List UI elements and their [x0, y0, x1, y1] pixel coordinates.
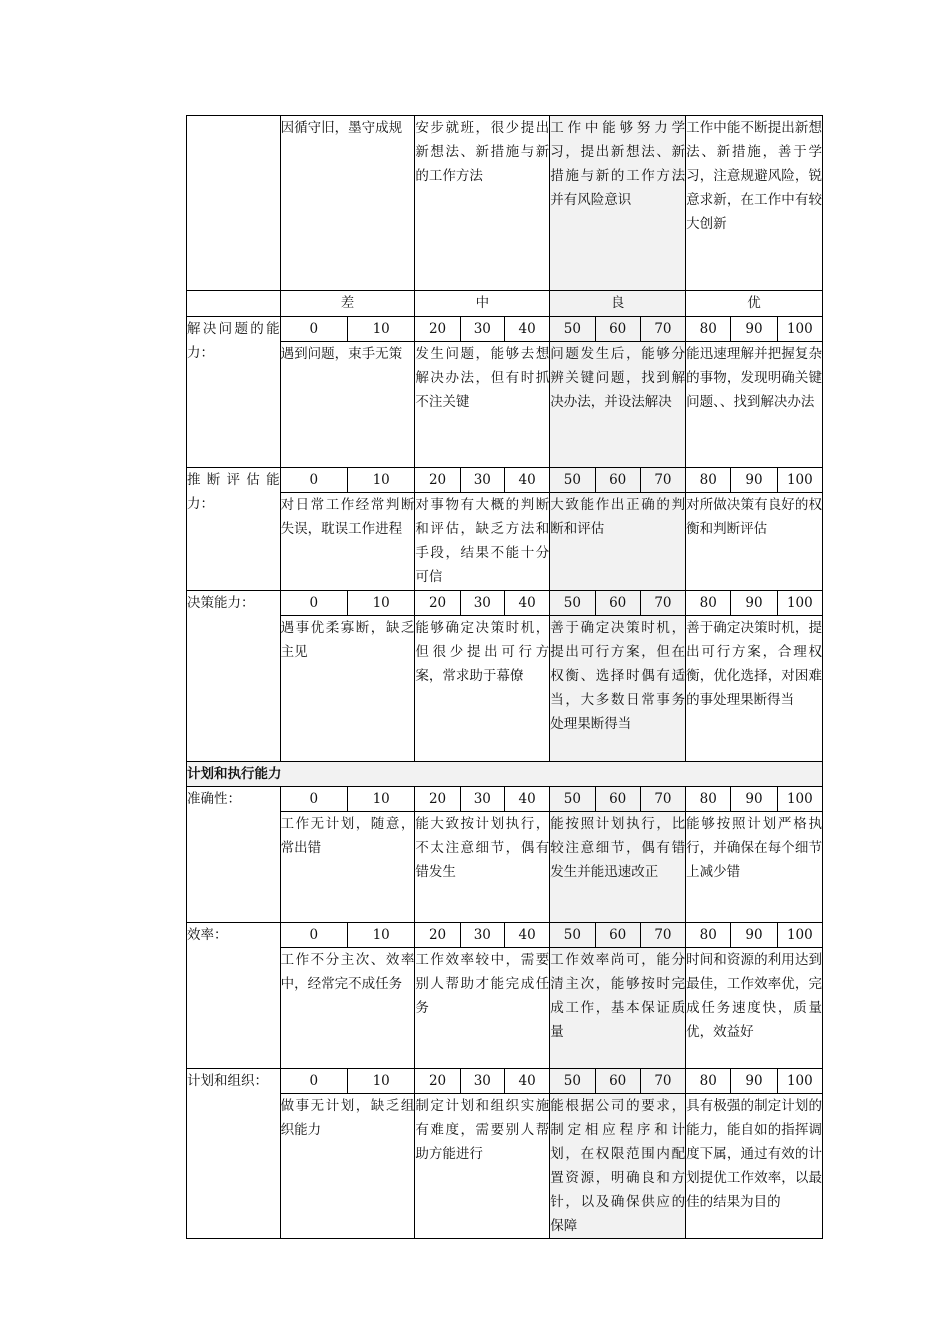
score-cell: 60 — [595, 787, 640, 812]
level-header-row — [187, 291, 823, 317]
score-cell: 0 — [280, 787, 347, 812]
row-label-efficiency: 效率： — [187, 923, 281, 1069]
description-row — [187, 948, 823, 1069]
description-row — [187, 616, 823, 762]
score-cell: 100 — [777, 591, 822, 616]
level-description-excellent: 善于确定决策时机，提出可行方案，合理权衡，优化选择，对困难的事处理果断得当 — [686, 616, 823, 762]
score-cell: 0 — [280, 591, 347, 616]
level-description-good: 能按照计划执行，比较注意细节，偶有错发生并能迅速改正 — [550, 812, 686, 923]
score-row — [187, 787, 823, 812]
score-cell: 0 — [280, 468, 347, 493]
score-cell: 10 — [347, 468, 414, 493]
score-cell: 70 — [640, 317, 685, 342]
score-cell: 10 — [347, 1069, 414, 1094]
score-cell: 30 — [460, 1069, 504, 1094]
score-cell: 80 — [686, 591, 731, 616]
score-cell: 30 — [460, 923, 504, 948]
score-cell: 30 — [460, 787, 504, 812]
level-excellent: 优 — [686, 291, 823, 317]
level-description-excellent: 工作中能不断提出新想法、新措施，善于学习，注意规避风险，锐意求新，在工作中有较大创新 — [686, 116, 823, 291]
row-label-accuracy: 准确性： — [187, 787, 281, 923]
level-description-fair: 能大致按计划执行，不太注意细节，偶有错发生 — [415, 812, 550, 923]
score-cell: 70 — [640, 1069, 685, 1094]
level-good: 良 — [550, 291, 686, 317]
level-description-poor: 因循守旧，墨守成规 — [280, 116, 415, 291]
score-cell: 30 — [460, 468, 504, 493]
score-cell: 40 — [504, 591, 549, 616]
score-cell: 0 — [280, 1069, 347, 1094]
level-description-excellent: 对所做决策有良好的权衡和判断评估 — [686, 493, 823, 591]
level-description-poor: 对日常工作经常判断失误，耽误工作进程 — [280, 493, 415, 591]
score-row — [187, 1069, 823, 1094]
level-description-excellent: 时间和资源的利用达到最佳，工作效率优，完成任务速度快，质量优，效益好 — [686, 948, 823, 1069]
score-cell: 60 — [595, 317, 640, 342]
score-cell: 0 — [280, 923, 347, 948]
description-row — [187, 342, 823, 468]
score-cell: 10 — [347, 591, 414, 616]
description-row — [187, 1094, 823, 1239]
score-cell: 40 — [504, 923, 549, 948]
score-cell: 90 — [731, 317, 777, 342]
evaluation-table — [186, 115, 823, 1239]
score-cell: 100 — [777, 317, 822, 342]
level-description-good: 善于确定决策时机，提出可行方案，但在权衡、选择时偶有适当，大多数日常事务处理果断得当 — [550, 616, 686, 762]
score-cell: 50 — [550, 317, 595, 342]
score-cell: 40 — [504, 468, 549, 493]
row-label-planning: 计划和组织： — [187, 1069, 281, 1239]
score-row — [187, 468, 823, 493]
score-cell: 40 — [504, 787, 549, 812]
level-description-poor: 做事无计划，缺乏组织能力 — [280, 1094, 415, 1239]
level-description-fair: 制定计划和组织实施有难度，需要别人帮助方能进行 — [415, 1094, 550, 1239]
score-cell: 10 — [347, 923, 414, 948]
level-description-good: 工作效率尚可，能分清主次，能够按时完成工作，基本保证质量 — [550, 948, 686, 1069]
row-label-problem-solving: 解决问题的能力： — [187, 317, 281, 468]
score-cell: 20 — [415, 923, 460, 948]
row-label-empty — [187, 116, 281, 291]
level-description-good: 能根据公司的要求，制定相应程序和计划，在权限范围内配置资源，明确良和方针，以及确保供应的保障 — [550, 1094, 686, 1239]
score-cell: 70 — [640, 468, 685, 493]
level-description-poor: 工作不分主次、效率中，经常完不成任务 — [280, 948, 415, 1069]
level-description-fair: 发生问题，能够去想解决办法，但有时抓不注关键 — [415, 342, 550, 468]
score-cell: 70 — [640, 591, 685, 616]
score-cell: 70 — [640, 923, 685, 948]
level-poor: 差 — [280, 291, 415, 317]
level-description-fair: 安步就班，很少提出新想法、新措施与新的工作方法 — [415, 116, 550, 291]
level-description-good: 工作中能够努力学习，提出新想法、新措施与新的工作方法并有风险意识 — [550, 116, 686, 291]
score-cell: 10 — [347, 317, 414, 342]
score-cell: 20 — [415, 591, 460, 616]
level-description-good: 大致能作出正确的判断和评估 — [550, 493, 686, 591]
score-cell: 100 — [777, 787, 822, 812]
level-description-poor: 遇到问题，束手无策 — [280, 342, 415, 468]
row-label-judgment: 推断评估能力： — [187, 468, 281, 591]
score-row — [187, 317, 823, 342]
level-header-empty — [187, 291, 281, 317]
score-cell: 60 — [595, 468, 640, 493]
score-cell: 100 — [777, 468, 822, 493]
score-cell: 0 — [280, 317, 347, 342]
level-description-good: 问题发生后，能够分辨关键问题，找到解决办法，并设法解决 — [550, 342, 686, 468]
table-row — [187, 116, 823, 291]
score-cell: 90 — [731, 1069, 777, 1094]
description-row — [187, 493, 823, 591]
score-cell: 60 — [595, 1069, 640, 1094]
level-description-poor: 工作无计划，随意，常出错 — [280, 812, 415, 923]
score-cell: 20 — [415, 317, 460, 342]
score-cell: 80 — [686, 787, 731, 812]
score-cell: 10 — [347, 787, 414, 812]
score-cell: 70 — [640, 787, 685, 812]
score-row — [187, 923, 823, 948]
score-cell: 100 — [777, 923, 822, 948]
score-cell: 80 — [686, 923, 731, 948]
score-cell: 40 — [504, 317, 549, 342]
score-cell: 50 — [550, 923, 595, 948]
score-cell: 100 — [777, 1069, 822, 1094]
score-cell: 50 — [550, 787, 595, 812]
score-cell: 80 — [686, 1069, 731, 1094]
score-cell: 30 — [460, 317, 504, 342]
score-cell: 50 — [550, 1069, 595, 1094]
score-cell: 30 — [460, 591, 504, 616]
level-fair: 中 — [415, 291, 550, 317]
level-description-excellent: 能迅速理解并把握复杂的事物，发现明确关键问题、、找到解决办法 — [686, 342, 823, 468]
score-cell: 90 — [731, 923, 777, 948]
section-header-row — [187, 762, 823, 787]
level-description-excellent: 具有极强的制定计划的能力，能自如的指挥调度下属，通过有效的计划提优工作效率，以最佳的结果为目的 — [686, 1094, 823, 1239]
score-cell: 20 — [415, 1069, 460, 1094]
level-description-poor: 遇事优柔寡断，缺乏主见 — [280, 616, 415, 762]
score-cell: 50 — [550, 468, 595, 493]
description-row — [187, 812, 823, 923]
score-cell: 90 — [731, 468, 777, 493]
score-cell: 60 — [595, 591, 640, 616]
score-cell: 50 — [550, 591, 595, 616]
score-row — [187, 591, 823, 616]
score-cell: 20 — [415, 787, 460, 812]
level-description-excellent: 能够按照计划严格执行，并确保在每个细节上减少错 — [686, 812, 823, 923]
score-cell: 20 — [415, 468, 460, 493]
score-cell: 80 — [686, 468, 731, 493]
score-cell: 80 — [686, 317, 731, 342]
evaluation-form — [186, 115, 823, 1239]
score-cell: 90 — [731, 787, 777, 812]
level-description-fair: 对事物有大概的判断和评估，缺乏方法和手段，结果不能十分可信 — [415, 493, 550, 591]
score-cell: 60 — [595, 923, 640, 948]
section-title: 计划和执行能力 — [187, 762, 823, 787]
row-label-decision: 决策能力： — [187, 591, 281, 762]
score-cell: 40 — [504, 1069, 549, 1094]
level-description-fair: 能够确定决策时机，但很少提出可行方案，常求助于幕僚 — [415, 616, 550, 762]
level-description-fair: 工作效率较中，需要别人帮助才能完成任务 — [415, 948, 550, 1069]
score-cell: 90 — [731, 591, 777, 616]
